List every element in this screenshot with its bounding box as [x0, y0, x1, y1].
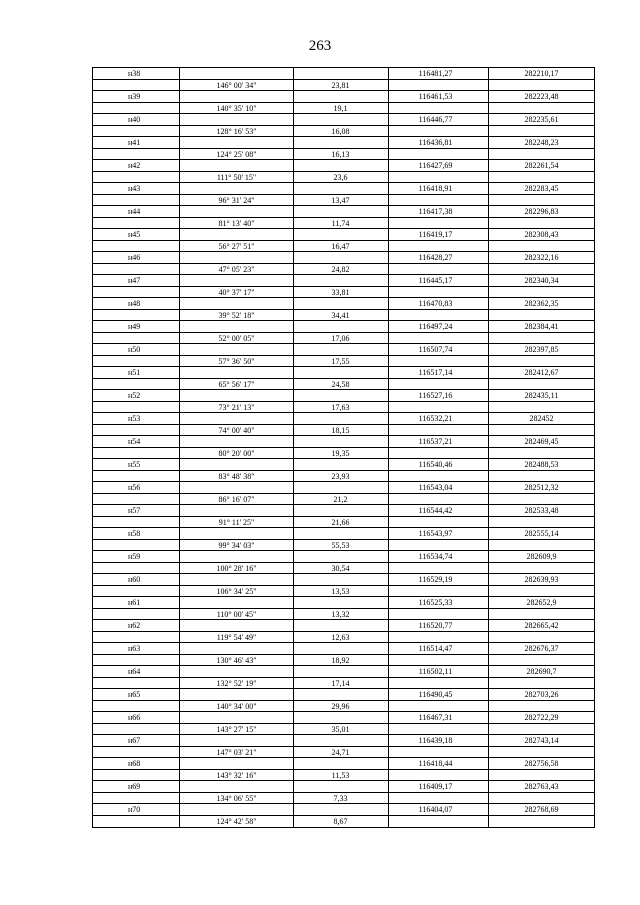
segment-length: 23,81 [331, 80, 350, 90]
point-y: 282763,43 [524, 782, 559, 791]
segment-angle: 74° 00' 40" [218, 425, 255, 435]
table-row [92, 689, 595, 701]
segment-length: 21,2 [333, 494, 348, 504]
table-row [92, 80, 595, 92]
point-name: н41 [128, 138, 141, 147]
table-row [92, 356, 595, 368]
point-x: 116540,46 [418, 460, 453, 469]
segment-length: 17,55 [331, 356, 350, 366]
table-row [92, 574, 595, 586]
point-name: н58 [128, 529, 141, 538]
segment-length: 24,71 [331, 747, 350, 757]
segment-angle: 132° 52' 19" [216, 678, 257, 688]
table-row [92, 298, 595, 310]
point-x: 116427,69 [418, 161, 453, 170]
point-y: 282261,54 [524, 161, 559, 170]
point-name: н60 [128, 575, 141, 584]
point-x: 116481,27 [418, 69, 453, 78]
segment-angle: 128° 16' 53" [216, 126, 257, 136]
segment-angle: 99° 34' 03" [218, 540, 255, 550]
point-y: 282469,45 [524, 437, 559, 446]
table-row [92, 528, 595, 540]
point-y: 282412,67 [524, 368, 559, 377]
point-name: н67 [128, 736, 141, 745]
segment-length: 13,53 [331, 586, 350, 596]
table-row [92, 747, 595, 759]
point-y: 282223,48 [524, 92, 559, 101]
segment-angle: 96° 31' 24" [218, 195, 255, 205]
table-row [92, 229, 595, 241]
table-row [92, 632, 595, 644]
table-row [92, 586, 595, 598]
page-number: 263 [308, 38, 332, 54]
point-x: 116418,44 [418, 759, 453, 768]
segment-length: 17,63 [331, 402, 350, 412]
point-x: 116532,21 [418, 414, 453, 423]
point-name: н43 [128, 184, 141, 193]
segment-length: 29,96 [331, 701, 350, 711]
segment-angle: 83° 48' 38" [218, 471, 255, 481]
segment-length: 13,32 [331, 609, 350, 619]
table-row [92, 459, 595, 471]
point-x: 116436,81 [418, 138, 453, 147]
point-y: 282756,58 [524, 759, 559, 768]
point-y: 282384,41 [524, 322, 559, 331]
point-y: 282235,61 [524, 115, 559, 124]
table-row [92, 68, 595, 80]
point-name: н64 [128, 667, 141, 676]
point-y: 282676,37 [524, 644, 559, 653]
point-x: 116445,17 [418, 276, 453, 285]
table-row [92, 402, 595, 414]
table-row [92, 563, 595, 575]
table-row [92, 620, 595, 632]
point-name: н63 [128, 644, 141, 653]
table-row [92, 701, 595, 713]
table-row [92, 137, 595, 149]
segment-angle: 52° 00' 05" [218, 333, 255, 343]
segment-angle: 100° 28' 16" [216, 563, 257, 573]
segment-angle: 119° 54' 49" [216, 632, 257, 642]
segment-length: 11,53 [331, 770, 350, 780]
table-row [92, 551, 595, 563]
point-x: 116517,14 [418, 368, 453, 377]
table-row [92, 344, 595, 356]
point-y: 282743,14 [524, 736, 559, 745]
point-y: 282283,45 [524, 184, 559, 193]
point-y: 282768,69 [524, 805, 559, 814]
table-row [92, 471, 595, 483]
table-row [92, 218, 595, 230]
segment-length: 35,01 [331, 724, 350, 734]
point-name: н52 [128, 391, 141, 400]
segment-angle: 40° 37' 17" [218, 287, 255, 297]
coordinates-table [92, 67, 595, 828]
point-x: 116543,97 [418, 529, 453, 538]
segment-angle: 73° 21' 13" [218, 402, 255, 412]
point-name: н54 [128, 437, 141, 446]
point-x: 116534,74 [418, 552, 453, 561]
point-x: 116527,16 [418, 391, 453, 400]
segment-angle: 146° 00' 34" [216, 80, 257, 90]
segment-angle: 124° 42' 58" [216, 816, 257, 826]
point-name: н44 [128, 207, 141, 216]
point-x: 116418,91 [418, 184, 453, 193]
point-name: н70 [128, 805, 141, 814]
table-row [92, 149, 595, 161]
table-row [92, 597, 595, 609]
point-name: н45 [128, 230, 141, 239]
table-row [92, 413, 595, 425]
point-name: н42 [128, 161, 141, 170]
table-row [92, 448, 595, 460]
segment-angle: 86° 16' 07" [218, 494, 255, 504]
point-y: 282609,9 [526, 552, 557, 561]
table-row [92, 655, 595, 667]
point-x: 116497,24 [418, 322, 453, 331]
point-name: н59 [128, 552, 141, 561]
point-y: 282512,32 [524, 483, 559, 492]
table-row [92, 91, 595, 103]
point-x: 116525,33 [418, 598, 453, 607]
segment-length: 19,35 [331, 448, 350, 458]
point-x: 116543,04 [418, 483, 453, 492]
point-x: 116514,47 [418, 644, 453, 653]
table-row [92, 321, 595, 333]
point-name: н38 [128, 69, 141, 78]
point-name: н56 [128, 483, 141, 492]
table-row [92, 793, 595, 805]
table-row [92, 816, 595, 828]
table-row [92, 482, 595, 494]
point-name: н61 [128, 598, 141, 607]
point-x: 116446,77 [418, 115, 453, 124]
segment-angle: 81° 13' 40" [218, 218, 255, 228]
point-x: 116502,11 [418, 667, 453, 676]
point-name: н48 [128, 299, 141, 308]
segment-length: 13,47 [331, 195, 350, 205]
segment-angle: 147° 03' 21" [216, 747, 257, 757]
segment-length: 12,63 [331, 632, 350, 642]
table-row [92, 287, 595, 299]
point-y: 282665,42 [524, 621, 559, 630]
point-x: 116490,45 [418, 690, 453, 699]
point-x: 116428,27 [418, 253, 453, 262]
point-y: 282488,53 [524, 460, 559, 469]
segment-length: 24,58 [331, 379, 350, 389]
segment-angle: 130° 46' 43" [216, 655, 257, 665]
segment-angle: 134° 06' 55" [216, 793, 257, 803]
table-row [92, 781, 595, 793]
point-y: 282308,43 [524, 230, 559, 239]
point-y: 282296,83 [524, 207, 559, 216]
point-y: 282248,23 [524, 138, 559, 147]
point-name: н65 [128, 690, 141, 699]
segment-length: 16,47 [331, 241, 350, 251]
point-x: 116467,31 [418, 713, 453, 722]
point-x: 116520,77 [418, 621, 453, 630]
table-row [92, 425, 595, 437]
point-y: 282340,34 [524, 276, 559, 285]
table-row [92, 379, 595, 391]
point-y: 282533,48 [524, 506, 559, 515]
table-row [92, 160, 595, 172]
point-y: 282690,7 [526, 667, 557, 676]
segment-length: 16,13 [331, 149, 350, 159]
point-name: н40 [128, 115, 141, 124]
point-name: н69 [128, 782, 141, 791]
point-name: н68 [128, 759, 141, 768]
point-name: н53 [128, 414, 141, 423]
segment-length: 33,81 [331, 287, 350, 297]
segment-length: 18,92 [331, 655, 350, 665]
segment-angle: 56° 27' 51" [218, 241, 255, 251]
table-row [92, 126, 595, 138]
point-name: н66 [128, 713, 141, 722]
table-row [92, 666, 595, 678]
table-row [92, 609, 595, 621]
point-y: 282362,35 [524, 299, 559, 308]
point-name: н46 [128, 253, 141, 262]
segment-angle: 57° 36' 50" [218, 356, 255, 366]
segment-angle: 124° 25' 08" [216, 149, 257, 159]
segment-length: 24,82 [331, 264, 350, 274]
table-row [92, 494, 595, 506]
segment-angle: 65° 56' 17" [218, 379, 255, 389]
table-row [92, 678, 595, 690]
table-row [92, 183, 595, 195]
segment-angle: 111° 50' 15" [216, 172, 257, 182]
segment-angle: 39° 52' 18" [218, 310, 255, 320]
point-y: 282555,14 [524, 529, 559, 538]
table-row [92, 770, 595, 782]
segment-length: 8,67 [333, 816, 348, 826]
point-x: 116404,07 [418, 805, 453, 814]
table-row [92, 367, 595, 379]
point-x: 116529,19 [418, 575, 453, 584]
table-row [92, 206, 595, 218]
table-row [92, 436, 595, 448]
segment-length: 7,33 [333, 793, 348, 803]
point-x: 116507,74 [418, 345, 453, 354]
table-row [92, 195, 595, 207]
point-y: 282652,9 [526, 598, 557, 607]
table-row [92, 252, 595, 264]
point-name: н39 [128, 92, 141, 101]
point-x: 116409,17 [418, 782, 453, 791]
segment-length: 30,54 [331, 563, 350, 573]
segment-length: 23,6 [333, 172, 348, 182]
segment-angle: 140° 35' 10" [216, 103, 257, 113]
point-y: 282722,29 [524, 713, 559, 722]
segment-angle: 47° 05' 23" [218, 264, 255, 274]
point-x: 116470,83 [418, 299, 453, 308]
point-name: н57 [128, 506, 141, 515]
segment-length: 21,66 [331, 517, 350, 527]
segment-length: 55,53 [331, 540, 350, 550]
segment-length: 11,74 [331, 218, 350, 228]
segment-angle: 80° 20' 00" [218, 448, 255, 458]
table-row [92, 735, 595, 747]
table-row [92, 804, 595, 816]
table-row [92, 310, 595, 322]
segment-angle: 143° 32' 16" [216, 770, 257, 780]
point-x: 116461,53 [418, 92, 453, 101]
point-x: 116544,42 [418, 506, 453, 515]
point-x: 116419,17 [418, 230, 453, 239]
segment-length: 19,1 [333, 103, 348, 113]
segment-angle: 110° 00' 45" [216, 609, 257, 619]
point-y: 282435,11 [524, 391, 559, 400]
table-row [92, 114, 595, 126]
segment-angle: 91° 11' 25" [218, 517, 255, 527]
segment-length: 17,14 [331, 678, 350, 688]
table-row [92, 264, 595, 276]
point-x: 116439,18 [418, 736, 453, 745]
point-x: 116417,38 [418, 207, 453, 216]
table-row [92, 505, 595, 517]
point-name: н47 [128, 276, 141, 285]
point-y: 282322,16 [524, 253, 559, 262]
table-row [92, 333, 595, 345]
table-row [92, 275, 595, 287]
point-name: н50 [128, 345, 141, 354]
table-row [92, 172, 595, 184]
table-row [92, 103, 595, 115]
point-y: 282452 [529, 414, 554, 423]
segment-angle: 140° 34' 00" [216, 701, 257, 711]
point-name: н62 [128, 621, 141, 630]
segment-length: 16,08 [331, 126, 350, 136]
segment-length: 18,15 [331, 425, 350, 435]
segment-length: 34,41 [331, 310, 350, 320]
table-row [92, 724, 595, 736]
point-name: н51 [128, 368, 141, 377]
point-y: 282397,85 [524, 345, 559, 354]
point-x: 116537,21 [418, 437, 453, 446]
table-row [92, 712, 595, 724]
table-row [92, 241, 595, 253]
point-name: н49 [128, 322, 141, 331]
point-name: н55 [128, 460, 141, 469]
point-y: 282639,93 [524, 575, 559, 584]
table-row [92, 758, 595, 770]
table-row [92, 517, 595, 529]
table-row [92, 643, 595, 655]
segment-angle: 143° 27' 15" [216, 724, 257, 734]
segment-angle: 106° 34' 25" [216, 586, 257, 596]
segment-length: 17,06 [331, 333, 350, 343]
table-row [92, 390, 595, 402]
table-row [92, 540, 595, 552]
segment-length: 23,93 [331, 471, 350, 481]
point-y: 282210,17 [524, 69, 559, 78]
point-y: 282703,26 [524, 690, 559, 699]
